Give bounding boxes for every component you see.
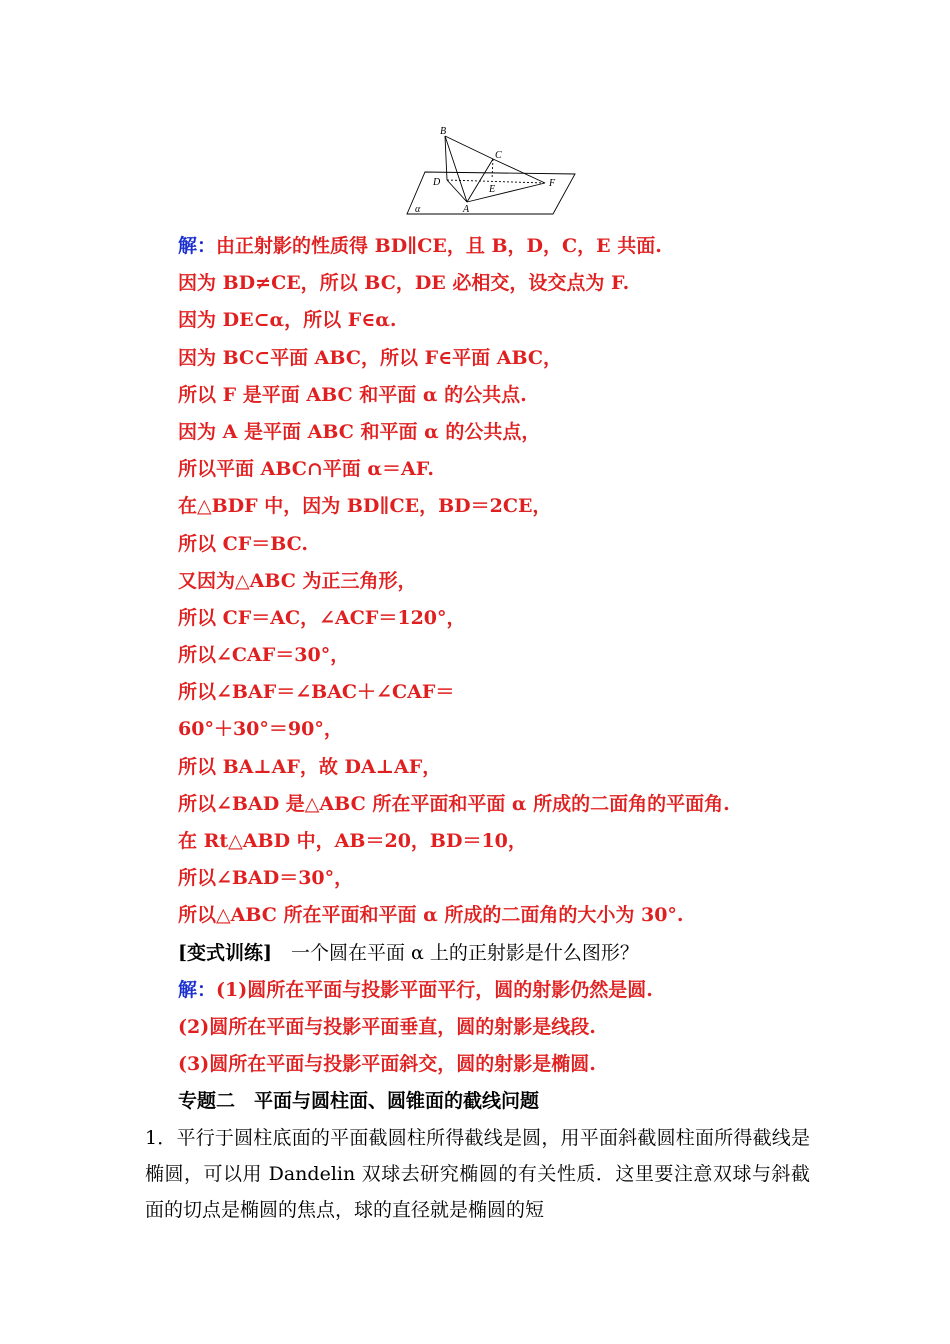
solution-line: 所以△ABC 所在平面和平面 α 所成的二面角的大小为 30°. <box>178 904 684 927</box>
variant-answer-line: 解：(1)圆所在平面与投影平面平行，圆的射影仍然是圆. <box>178 978 653 1001</box>
geometry-figure <box>405 122 580 217</box>
solution-line: 因为 BC⊂平面 ABC，所以 F∈平面 ABC， <box>178 346 563 369</box>
solution-line: 所以 CF＝BC. <box>178 532 309 555</box>
edge-CE <box>492 159 493 179</box>
solution-line: 所以∠BAD＝30°， <box>178 867 354 890</box>
solution-line: 解：由正射影的性质得 BD∥CE，且 B，D，C，E 共面. <box>178 235 662 257</box>
variant-answer-line: (3)圆所在平面与投影平面斜交，圆的射影是椭圆. <box>178 1053 596 1076</box>
edge-CF <box>493 159 545 183</box>
label-E: E <box>489 184 496 195</box>
solution-line: 在 Rt△ABD 中，AB＝20，BD＝10， <box>178 830 527 852</box>
solution-prefix: 解： <box>178 235 217 257</box>
label-D: D <box>433 177 441 188</box>
solution-line: 所以 BA⊥AF，故 DA⊥AF， <box>178 755 442 778</box>
section-heading: 专题二 平面与圆柱面、圆锥面的截线问题 <box>178 1090 540 1113</box>
edge-DA <box>447 180 467 202</box>
label-F: F <box>549 178 556 189</box>
solution-line: 所以∠BAF＝∠BAC＋∠CAF＝ <box>178 681 455 704</box>
variant-tag: [变式训练] <box>178 941 272 964</box>
solution-line: 60°＋30°＝90°， <box>178 718 343 741</box>
edge-BA <box>445 136 467 202</box>
edge-CA <box>467 159 496 202</box>
solution-line: 所以∠BAD 是△ABC 所在平面和平面 α 所成的二面角的平面角. <box>178 792 730 815</box>
edge-AF <box>467 183 545 202</box>
label-B: B <box>440 126 447 137</box>
solution-line: 在△BDF 中，因为 BD∥CE，BD＝2CE， <box>178 495 552 518</box>
label-C: C <box>495 150 502 161</box>
section-paragraph: 1．平行于圆柱底面的平面截圆柱所得截线是圆，用平面斜截圆柱面所得截线是椭圆，可以用 Dandelin 双球去研究椭圆的有关性质．这里要注意双球与斜截面的切点是椭圆的焦点，球的直径就是椭圆的短 <box>145 1127 810 1221</box>
edge-BD <box>445 136 447 180</box>
variant-answer-line: (2)圆所在平面与投影平面垂直，圆的射影是线段. <box>178 1015 596 1038</box>
edge-DF <box>447 180 545 183</box>
label-A: A <box>463 204 470 215</box>
solution-line: 因为 A 是平面 ABC 和平面 α 的公共点， <box>178 420 541 443</box>
solution-line: 因为 BD≠CE，所以 BC，DE 必相交，设交点为 F. <box>178 272 630 295</box>
solution-line: 又因为△ABC 为正三角形， <box>178 569 417 592</box>
variant-answer-prefix: 解： <box>178 978 217 1001</box>
solution-line: 因为 DE⊂α，所以 F∈α. <box>178 309 397 332</box>
solution-line: 所以平面 ABC∩平面 α＝AF. <box>178 458 434 481</box>
variant-question: [变式训练] 一个圆在平面 α 上的正射影是什么图形？ <box>178 941 639 964</box>
solution-line: 所以∠CAF＝30°， <box>178 644 350 667</box>
solution-line: 所以 CF＝AC，∠ACF＝120°， <box>178 606 466 629</box>
solution-block <box>178 228 898 1121</box>
solution-line: 所以 F 是平面 ABC 和平面 α 的公共点. <box>178 383 527 406</box>
edge-BC <box>445 136 493 159</box>
label-alpha: α <box>415 204 421 215</box>
